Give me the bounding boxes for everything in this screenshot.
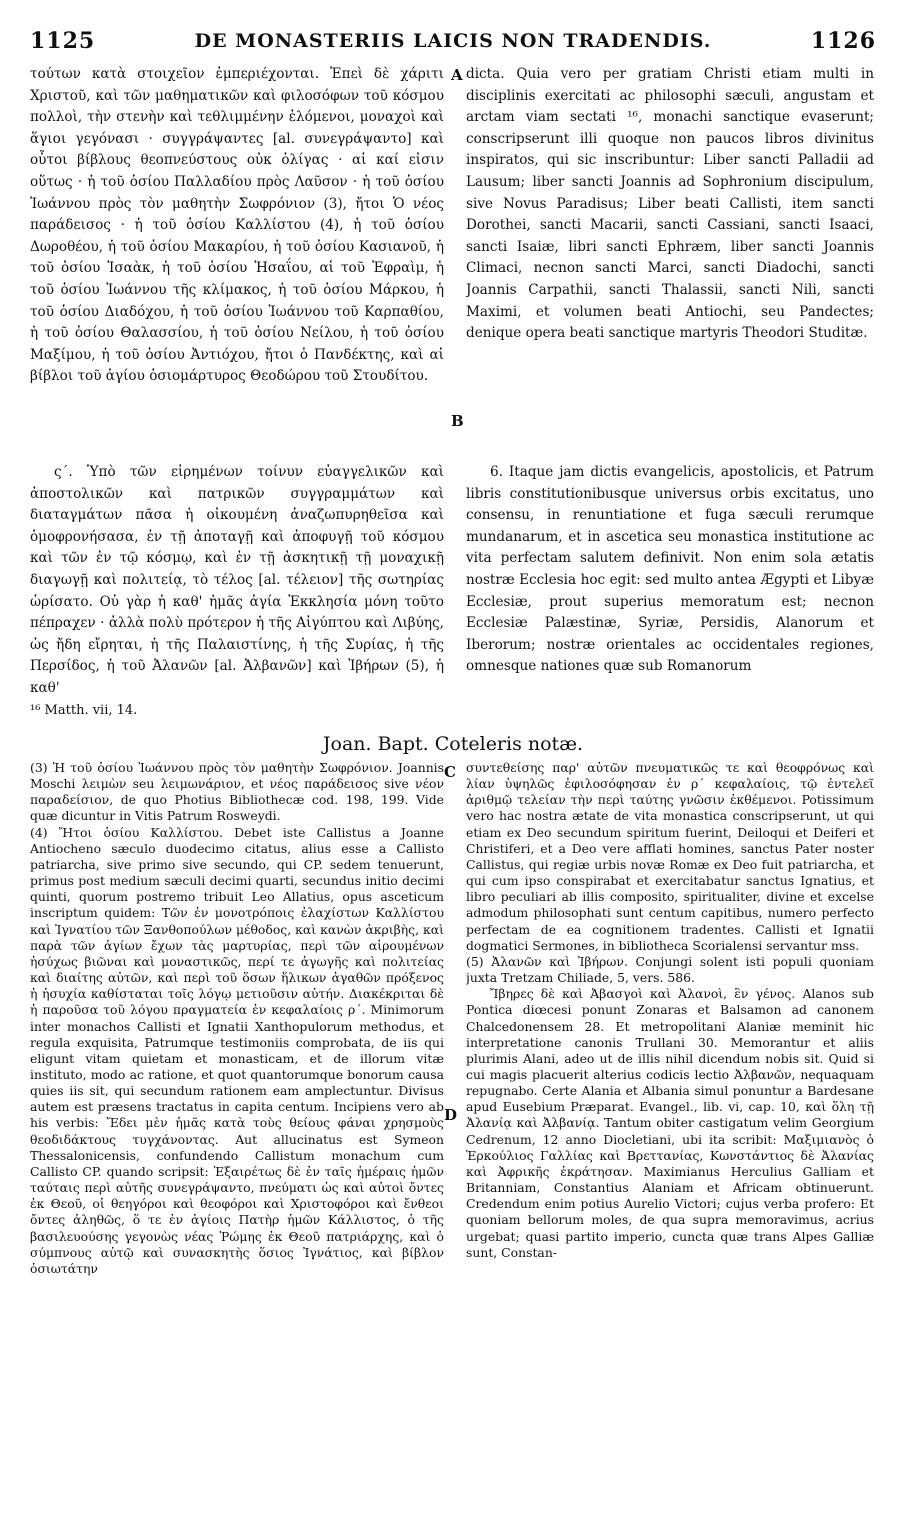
- notes-column-right: [466, 760, 874, 1526]
- latin-paragraph-5: dicta. Quia vero per gratiam Christi etiam multi in disciplinis exercitati ac philosophi sæculi, angustam et arctam viam sectati ¹⁶, monachi sanctique evaserunt; conscripserunt illi quoque non paucos libros divinitus inspiratos, qui sic inscribuntur: Liber sancti Palladii ad Lausum; liber sancti Joannis ad Sophronium discipulum, sive Novus Paradisus; Liber beati Callisti, item sancti Dorothei, sancti Macarii, sancti Cassiani, sancti Isaaci, sancti Isaiæ, libri sancti Ephræm, liber sancti Joannis Climaci, necnon sancti Marci, sancti Diadochi, sancti Joannis Carpathii, sancti Thalassii, sancti Nili, sancti Maximi, et volumen beati Antiochi, seu Pandectes; denique opera beati sanctique martyris Theodori Studitæ.: [466, 66, 874, 342]
- note-5: (5) Ἀλανῶν καὶ Ἰβήρων. Conjungi solent isti populi quoniam juxta Tretzam Chiliade, 5, vers. 586.: [466, 953, 874, 986]
- note-4: (4) Ἤτοι ὁσίου Καλλίστου. Debet iste Callistus a Joanne Antiocheno sæculo duodecimo citatus, alius esse a Callisto patriarcha, sive primo sive secundo, qui CP. sedem tenuerunt, primus post medium sæculi decimi quarti, secundus initio decimi quinti, quorum postremo tribuit Leo Allatius, opus asceticum inscriptum quidem: Τῶν ἐν μονοτρόποις ἐλαχίστων Καλλίστου καὶ Ἰγνατίου τῶν Ξανθοπούλων μέθοδος, καὶ κανὼν ἀκριβὴς, καὶ παρὰ τῶν ἁγίων ἔχων τὰς μαρτυρίας, περὶ τῶν αἱρουμένων ἡσύχως βιῶναι καὶ μοναστικῶς, περί τε ἀγωγῆς καὶ πολιτείας καὶ διαίτης αὐτῶν, καὶ περὶ τοῦ ὅσων ἥλικων ἀγαθῶν πρόξενος ἡ ἡσυχία καθίσταται τοῖς λόγῳ μετιοῦσιν αὐτήν. Διακέκριται δὲ ἡ παροῦσα τοῦ λόγου πραγματεία ἐν κεφαλαίοις ρ΄. Minimorum inter monachos Callisti et Ignatii Xanthopulorum methodus, et regula exquisita, Patrumque testimoniis comprobata, de iis qui eligunt vitam quietam et monasticam, et de illorum vitæ instituto, modo ac ratione, et quot quantorumque bonorum causa quies iis sit, qui secundum rationem eam amplectuntur. Divisus autem est præsens tractatus in capita centum. Incipiens vero ab his verbis: Ἔδει μὲν ἡμᾶς κατὰ τοὺς θείους φάναι χρησμοὺς θεοδιδάκτους τυγχάνοντας. Aut allucinatus est Symeon Thessalonicensis, confundendo Callistum monachum cum Callisto CP. quando scripsit: Ἐξαιρέτως δὲ ἐν ταῖς ἡμέραις ἡμῶν ταύταις περὶ αὐτῆς συνεγράψαντο, πνεύματι ὡς καὶ αὐτοὶ ὄντες ἐκ Θεοῦ, οἱ θεηγόροι καὶ θεοφόροι καὶ Χριστοφόροι καὶ ἔνθεοι ὄντες ἀληθῶς, ὅ τε ἐν ἁγίοις Πατὴρ ἡμῶν Κάλλιστος, ὁ τῆς βασιλευούσης γεγονὼς νέας Ῥώμης ἐκ Θεοῦ πατριάρχης, καὶ ὁ σύμπνους αὐτῷ καὶ συνασκητὴς ὅσιος Ἰγνάτιος, καὶ βίβλον ὁσιωτάτην: [30, 824, 444, 1276]
- notes-heading: Joan. Bapt. Coteleris notæ.: [322, 733, 584, 755]
- note-3: (3) Ἡ τοῦ ὁσίου Ἰωάννου πρὸς τὸν μαθητὴν Σωφρόνιον. Joannis Moschi λειμὼν seu λειμωνάριον, et νέος παράδεισος sive νέον παραδείσιον, de quo Photius Bibliothecæ cod. 198, 199. Vide quæ dicuntur in Vitis Patrum Rosweydi.: [30, 760, 444, 824]
- notes-column-left: [30, 760, 444, 1526]
- page-number-right: 1126: [810, 28, 876, 54]
- margin-marker-c: C: [444, 763, 456, 781]
- latin-text-mid: [466, 462, 874, 712]
- latin-paragraph-6: 6. Itaque jam dictis evangelicis, apostolicis, et Patrum libris constitutionibusque universus orbis excitatus, uno consensu, in renuntiatione et fuga sæculi rerumque mundanarum, et in ascetica seu monastica institutione ac vita perfectam salutem definivit. Non enim sola ætatis nostræ Ecclesia hoc egit: sed multo antea Ægypti et Libyæ Ecclesiæ, prout superius memoratum est; necnon Ecclesiæ Palæstinæ, Syriæ, Persidis, Alanorum et Iberorum; nostræ orientales ac occidentales regiones, omnesque nationes quæ sub Romanorum: [466, 464, 874, 675]
- greek-paragraph-6: ς΄. Ὑπὸ τῶν εἰρημένων τοίνυν εὐαγγελικῶν καὶ ἀποστολικῶν καὶ πατρικῶν συγγραμμάτων καὶ διαταγμάτων πᾶσα ἡ οἰκουμένη ἀναζωπυρηθεῖσα καὶ ὁμοφρονήσασα, ἐν τῇ ἀποταγῇ καὶ ἀποφυγῇ τοῦ κόσμου καὶ τῶν ἐν τῷ κόσμῳ, καὶ ἐν τῇ ἀσκητικῇ τῇ μοναχικῇ διαγωγῇ καὶ πολιτείᾳ, τὸ τέλος [al. τέλειον] τῆς σωτηρίας ὡρίσατο. Οὐ γὰρ ἡ καθ' ἡμᾶς ἁγία Ἐκκλησία μόνη τοῦτο πέπραχεν · ἀλλὰ πολὺ πρότερον ἡ τῆς Αἰγύπτου καὶ Λιβύης, ὡς ἤδη εἴρηται, ἡ τῆς Παλαιστίνης, ἡ τῆς Συρίας, ἡ τῆς Περσίδος, ἡ τοῦ Ἀλανῶν [al. Ἀλβανῶν] καὶ Ἰβήρων (5), ἡ καθ': [30, 464, 444, 696]
- latin-text-top: [466, 64, 874, 458]
- margin-marker-d: D: [444, 1106, 458, 1124]
- note-4-continued: συντεθείσης παρ' αὐτῶν πνευματικῶς τε καὶ θεοφρόνως καὶ λίαν ὑψηλῶς ἐφιλοσόφησαν ἐν ρ΄ κεφαλαίοις, τῷ ἐντελεῖ ἀριθμῷ τελείαν τὴν περὶ ταύτης γνῶσιν ἐκθέμενοι. Potissimum vero hac nostra ætate de vita monastica conscripserunt, ut qui etiam ex Deo secundum spiritum fuerint, Deiloqui et Deiferi et Christiferi, et a Deo vere afflati homines, sanctus Pater noster Callistus, qui regiæ urbis novæ Romæ ex Deo fuit patriarcha, et qui cum ipso conspirabat et exercitabatur sanctus Ignatius, et libro peculiari ab illis composito, spiritualiter, divine et excelse admodum philosophati sunt centum capitibus, numero perfecto perfectam de ea cognitionem tradentes. Callisti et Ignatii dogmatici Sermones, in bibliotheca Scorialensi servantur mss.: [466, 760, 874, 953]
- margin-marker-b: B: [451, 412, 464, 430]
- running-header: [30, 28, 876, 58]
- note-5-continued: Ἴβηρες δὲ καὶ Ἀβασγοὶ καὶ Ἀλανοὶ, ἓν γένος. Alanos sub Pontica diœcesi ponunt Zonaras et Balsamon ad canonem Chalcedonensem 28. Et metropolitani Alaniæ meminit hic interpretatione canonis Trullani 30. Memorantur et aliis plurimis Alani, adeo ut de illis nihil dicendum nobis sit. Quid si cui magis placuerit alterius codicis lectio Ἀλβανῶν, nequaquam repugnabo. Certe Alania et Albania simul ponuntur a Bardesane apud Eusebium Præparat. Evangel., lib. vi, cap. 10, καὶ ὅλη τῇ Ἀλανίᾳ καὶ Ἀλβανίᾳ. Tantum obiter castigatum velim Georgium Cedrenum, 12 anno Diocletiani, ubi ita scribit: Μαξιμιανὸς ὁ Ἑρκούλιος Γαλλίας καὶ Βρεττανίας, Κωνστάντιος δὲ Ἀλανίας καὶ Ἀφρικῆς ἐκράτησαν. Maximianus Herculius Galliam et Britanniam, Constantius Alaniam et Africam obtinuerunt. Credendum enim potius Aurelio Victori; cujus verba profero: Et quoniam bellorum moles, de qua supra memoravimus, acrius urgebat; quasi partito imperio, cuncta quæ trans Alpes Galliæ sunt, Constan-: [466, 986, 874, 1260]
- scripture-footnote: ¹⁶ Matth. vii, 14.: [30, 702, 138, 718]
- greek-paragraph-5: τούτων κατὰ στοιχεῖον ἐμπεριέχονται. Ἐπεὶ δὲ χάριτι Χριστοῦ, καὶ τῶν μαθηματικῶν καὶ φιλοσόφων τοῦ κόσμου πολλοὶ, τὴν στενὴν καὶ τεθλιμμένην ἑλόμενοι, μοναχοὶ καὶ ἅγιοι γεγόνασι · συγγράψαντες [al. συνεγράψαντο] καὶ οὗτοι βίβλους θεοπνεύστους οὐκ ὀλίγας · αἱ καί εἰσιν οὕτως · ἡ τοῦ ὁσίου Παλλαδίου πρὸς Λαῦσον · ἡ τοῦ ὁσίου Ἰωάννου πρὸς τὸν μαθητὴν Σωφρόνιον (3), ἤτοι Ὁ νέος παράδεισος · ἡ τοῦ ὁσίου Καλλίστου (4), ἡ τοῦ ὁσίου Δωροθέου, ἡ τοῦ ὁσίου Μακαρίου, ἡ τοῦ ὁσίου Κασιανοῦ, ἡ τοῦ ὁσίου Ἰσαὰκ, ἡ τοῦ ὁσίου Ἡσαΐου, αἱ τοῦ Ἐφραὶμ, ἡ τοῦ ὁσίου Ἰωάννου τῆς κλίμακος, ἡ τοῦ ὁσίου Μάρκου, ἡ τοῦ ὁσίου Διαδόχου, ἡ τοῦ ὁσίου Ἰωάννου τοῦ Καρπαθίου, ἡ τοῦ ὁσίου Θαλασσίου, ἡ τοῦ ὁσίου Νείλου, ἡ τοῦ ὁσίου Μαξίμου, ἡ τοῦ ὁσίου Ἀντιόχου, ἤτοι ὁ Πανδέκτης, καὶ αἱ βίβλοι τοῦ ἁγίου ὁσιομάρτυρος Θεοδώρου τοῦ Στουδίτου.: [30, 66, 444, 385]
- greek-text-mid: [30, 462, 444, 732]
- margin-marker-a: A: [451, 66, 463, 84]
- running-title: DE MONASTERIIS LAICIS NON TRADENDIS.: [194, 30, 712, 52]
- greek-text-top: [30, 64, 444, 458]
- page-number-left: 1125: [30, 28, 96, 54]
